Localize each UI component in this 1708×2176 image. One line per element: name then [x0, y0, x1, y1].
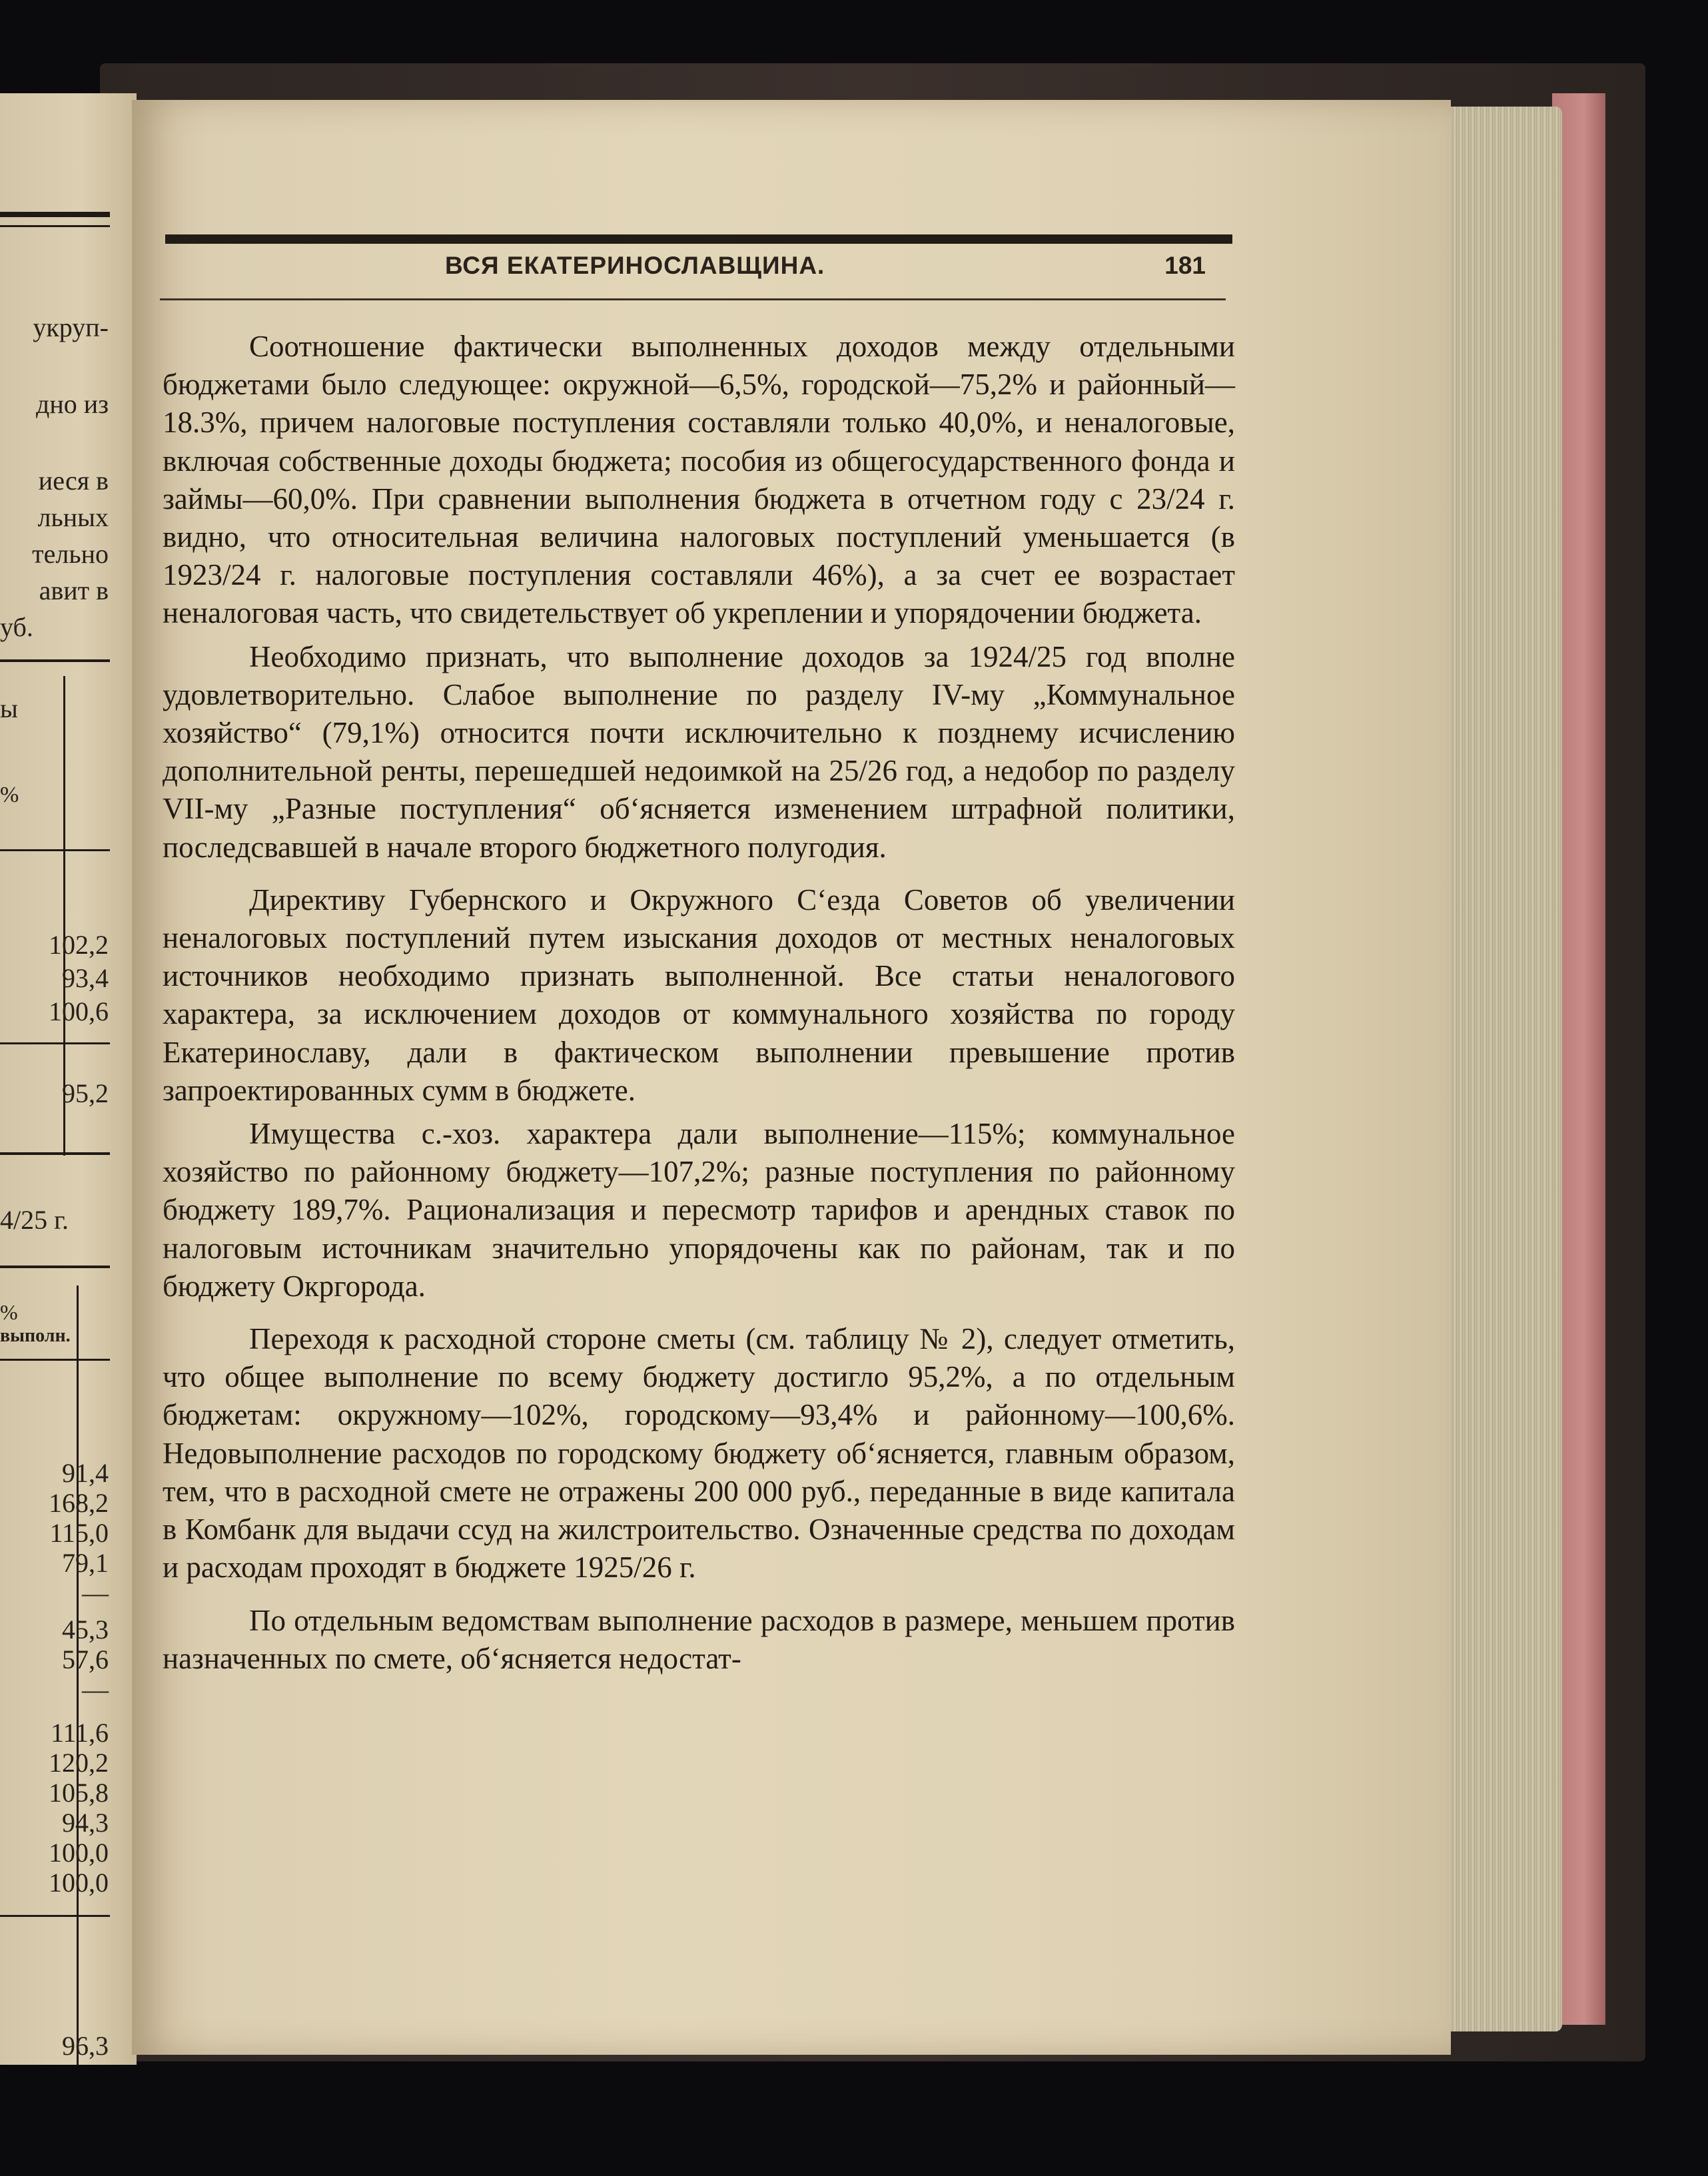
- left-table-rule: [0, 1266, 110, 1268]
- left-table-value: 120,2: [49, 1748, 109, 1778]
- left-text-fragment: укруп-: [33, 312, 109, 342]
- left-table-value: 115,0: [49, 1518, 109, 1548]
- left-table-value: 79,1: [62, 1548, 109, 1578]
- left-table-value: 95,2: [62, 1078, 109, 1108]
- left-table-value: —: [82, 1578, 109, 1608]
- left-table-value: 102,2: [49, 930, 109, 960]
- left-table-value: 105,8: [49, 1778, 109, 1808]
- left-table-value: 96,3: [62, 2031, 109, 2061]
- page-block-edge: [1439, 107, 1562, 2031]
- left-text-fragment: тельно: [32, 539, 109, 569]
- left-table-rule: [0, 849, 110, 851]
- left-table-vline: [77, 1285, 79, 2065]
- paragraph: Имущества с.-хоз. характера дали выполнение—115%; коммунальное хозяйство по районному бюджету—107,2%; разные поступления по районному бюджету 189,7%. Рационализация и пересмотр тарифов и арендных ставок по налоговым источникам значительно упорядочены как по районам, так и по бюджету Окргорода.: [163, 1117, 1235, 1303]
- left-table-value: 45,3: [62, 1615, 109, 1644]
- left-table-header: выполн.: [0, 1325, 71, 1346]
- left-table-value: 57,6: [62, 1644, 109, 1674]
- previous-page-fragment: [0, 93, 137, 2065]
- page-number: 181: [1164, 252, 1206, 279]
- left-text-fragment: иеся в: [38, 466, 109, 496]
- left-table-rule: [0, 1042, 110, 1044]
- left-table-rule: [0, 659, 110, 662]
- left-text-fragment: льных: [37, 502, 109, 532]
- left-table-value: 94,3: [62, 1808, 109, 1838]
- paragraph: Соотношение фактически выполненных доходов между отдельными бюджетами было следующее: окружной—6,5%, городской—75,2% и районный—18.3%, причем налоговые поступления составляли только 40,0%, и неналоговые, включая собственные доходы бюджета; пособия из общегосударственного фонда и займы—60,0%. При сравнении выполнения бюджета в отчетном году с 23/24 г. видно, что относительная величина налоговых поступлений уменьшается (в 1923/24 г. налоговые поступления составляли 46%), а за счет ее возрастает неналоговая часть, что свидетельствует об укреплении и упорядочении бюджета.: [163, 330, 1235, 630]
- left-header-rule: [0, 212, 110, 217]
- left-text-fragment: 4/25 г.: [0, 1205, 69, 1235]
- left-table-value: 168,2: [49, 1488, 109, 1518]
- left-table-value: 111,6: [50, 1718, 109, 1748]
- left-table-value: 100,0: [49, 1838, 109, 1868]
- running-title: ВСЯ ЕКАТЕРИНОСЛАВЩИНА.: [445, 252, 825, 279]
- paragraph: Переходя к расходной стороне сметы (см. таблицу № 2), следует отметить, что общее выполнение по всему бюджету достигло 95,2%, а по отдельным бюджетам: окружному—102%, городскому—93,4% и районному—100,6%. Недовыполнение расходов по городскому бюджету об‘ясняется, главным образом, тем, что в расходной смете не отражены 200 000 руб., переданные в виде капитала в Комбанк для выдачи ссуд на жилстроительство. Означенные средства по доходам и расходам проходят в бюджете 1925/26 г.: [163, 1322, 1235, 1585]
- paragraph: Необходимо признать, что выполнение доходов за 1924/25 год вполне удовлетворительно. Слабое выполнение по разделу IV-му „Коммунальное хозяйство“ (79,1%) относится почти исключительно к позднему исчислению дополнительной ренты, перешедшей недоимкой на 25/26 год, а недобор по разделу VII-му „Разные поступления“ об‘ясняется изменением штрафной политики, последсвавшей в начале второго бюджетного полугодия.: [163, 639, 1235, 864]
- paragraph: По отдельным ведомствам выполнение расходов в размере, меньшем против назначенных по смете, об‘ясняется недостат-: [163, 1603, 1235, 1675]
- left-table-header: %: [0, 783, 19, 807]
- left-table-header: %: [0, 1300, 18, 1324]
- header-thick-rule: [165, 234, 1232, 244]
- body-text: [163, 328, 1235, 1678]
- left-table-rule: [0, 1152, 110, 1155]
- left-table-rule: [0, 1359, 110, 1361]
- left-header-subrule: [0, 225, 110, 227]
- left-text-fragment: дно из: [36, 389, 109, 419]
- left-table-value: 100,0: [49, 1868, 109, 1898]
- left-text-fragment: авит в: [39, 575, 109, 605]
- left-table-value: —: [82, 1674, 109, 1704]
- left-text-fragment: уб.: [0, 612, 33, 642]
- left-table-value: 93,4: [62, 963, 109, 993]
- header-thin-rule: [160, 298, 1226, 300]
- left-table-rule: [0, 1915, 110, 1917]
- running-header: [165, 252, 1232, 292]
- paragraph: Директиву Губернского и Окружного С‘езда Советов об увеличении неналоговых поступлений путем изыскания доходов от местных неналоговых источников необходимо признать выполненной. Все статьи неналогового характера, за исключением доходов от коммунального хозяйства по городу Екатеринославу, дали в фактическом выполнении превышение против запроектированных сумм в бюджете.: [163, 883, 1235, 1107]
- left-table-value: 100,6: [49, 996, 109, 1026]
- left-table-value: 91,4: [62, 1458, 109, 1488]
- left-table-header: ы: [0, 693, 18, 723]
